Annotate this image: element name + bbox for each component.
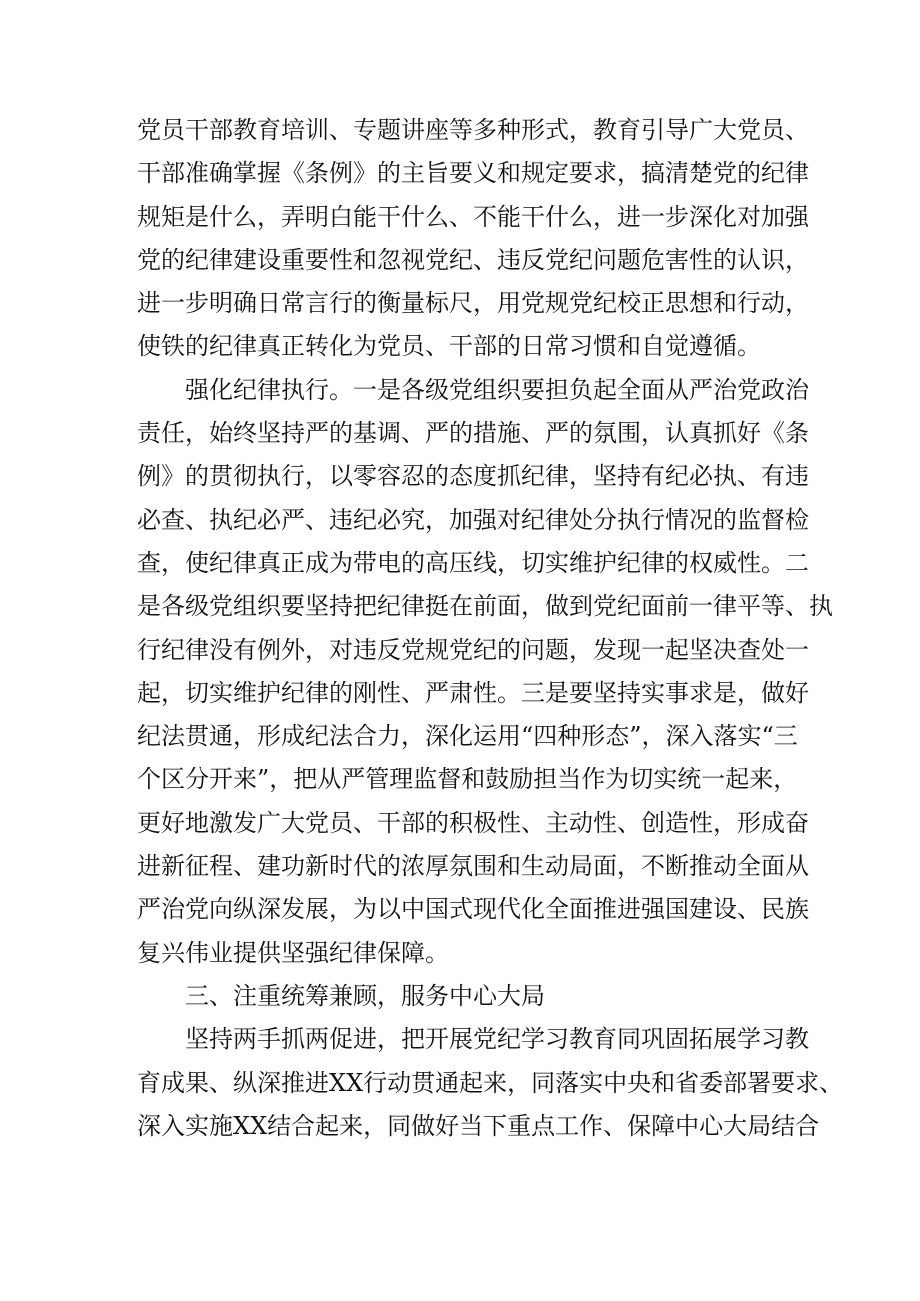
text-line-14: 起，切实维护纪律的刚性、严肃性。三是要坚持实事求是，做好 — [137, 678, 809, 707]
text-line-6: 使铁的纪律真正转化为党员、干部的日常习惯和自觉遵循。 — [137, 332, 761, 361]
text-line-18: 进新征程、建功新时代的浓厚氛围和生动局面，不断推动全面从 — [137, 852, 809, 881]
text-line-4: 党的纪律建设重要性和忽视党纪、违反党纪问题危害性的认识， — [137, 245, 809, 274]
text-line-10: 必查、执纪必严、违纪必究，加强对纪律处分执行情况的监督检 — [137, 505, 809, 534]
text-line-7: 强化纪律执行。一是各级党组织要担负起全面从严治党政治 — [185, 375, 809, 404]
text-line-24: 深入实施XX结合起来，同做好当下重点工作、保障中心大局结合 — [137, 1111, 820, 1140]
document-body — [137, 109, 844, 1148]
text-line-1: 党员干部教育培训、专题讲座等多种形式，教育引导广大党员、 — [137, 116, 809, 144]
text-line-2: 干部准确掌握《条例》的主旨要义和规定要求，搞清楚党的纪律 — [137, 159, 809, 188]
text-line-9: 例》的贯彻执行，以零容忍的态度抓纪律，坚持有纪必执、有违 — [137, 462, 809, 491]
text-line-16: 个区分开来”，把从严管理监督和鼓励担当作为切实统一起来， — [137, 765, 798, 794]
section-heading: 三、注重统筹兼顾，服务中心大局 — [185, 981, 545, 1010]
text-line-13: 行纪律没有例外，对违反党规党纪的问题，发现一起坚决查处一 — [137, 635, 809, 664]
text-line-12: 是各级党组织要坚持把纪律挺在前面，做到党纪面前一律平等、执 — [137, 592, 833, 621]
text-line-22: 坚持两手抓两促进，把开展党纪学习教育同巩固拓展学习教 — [185, 1025, 809, 1054]
text-line-5: 进一步明确日常言行的衡量标尺，用党规党纪校正思想和行动， — [137, 289, 809, 318]
text-line-23: 育成果、纵深推进XX行动贯通起来，同落实中央和省委部署要求、 — [137, 1068, 844, 1097]
text-line-8: 责任，始终坚持严的基调、严的措施、严的氛围，认真抓好《条 — [137, 419, 809, 448]
text-line-20: 复兴伟业提供坚强纪律保障。 — [137, 938, 449, 967]
text-line-15: 纪法贯通，形成纪法合力，深化运用“四种形态”，深入落实“三 — [137, 722, 798, 751]
text-line-19: 严治党向纵深发展，为以中国式现代化全面推进强国建设、民族 — [137, 895, 809, 924]
text-line-3: 规矩是什么，弄明白能干什么、不能干什么，进一步深化对加强 — [137, 202, 809, 231]
text-line-17: 更好地激发广大党员、干部的积极性、主动性、创造性，形成奋 — [137, 808, 809, 837]
text-line-11: 查，使纪律真正成为带电的高压线，切实维护纪律的权威性。二 — [137, 548, 809, 577]
